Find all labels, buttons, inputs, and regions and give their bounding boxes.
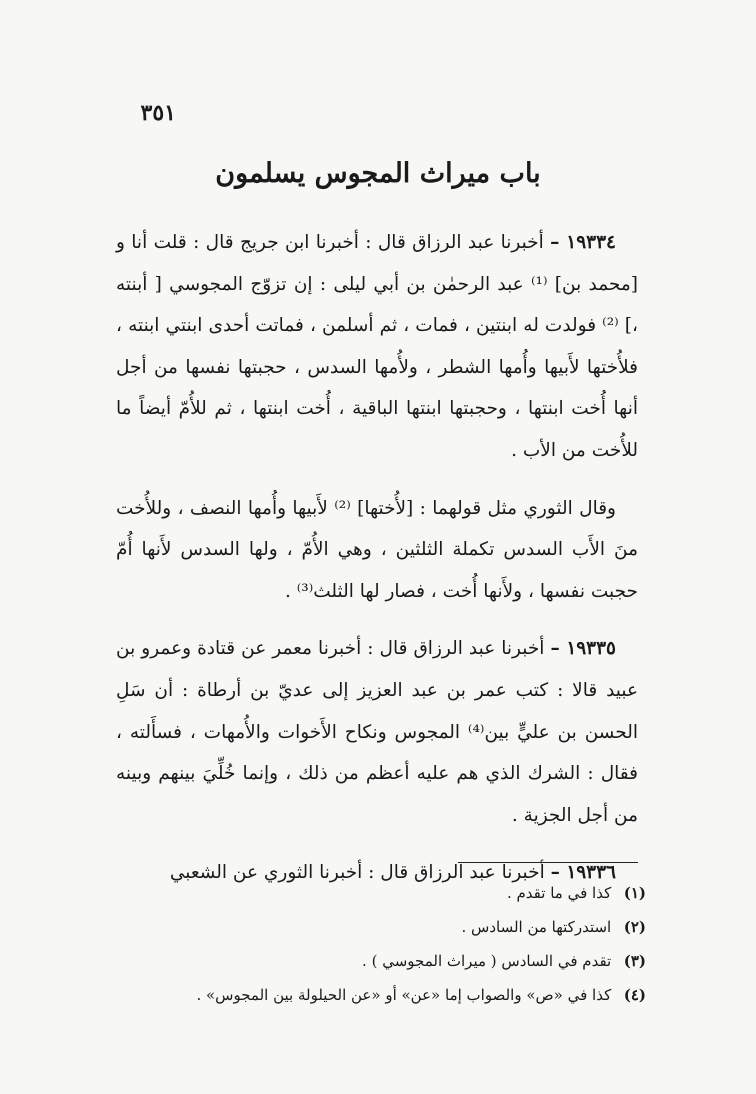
footnote-number: (١) (623, 884, 646, 902)
hadith-number: ١٩٣٣٥ – (550, 638, 616, 660)
footnote-text: تقدم في السادس ( ميراث المجوسي ) . (362, 952, 612, 970)
paragraph-text: أخبرنا عبد الرزاق قال : أخبرنا الثوري عن الشعبي (169, 862, 545, 884)
footnote-number: (٢) (623, 918, 646, 936)
hadith-paragraph (116, 222, 638, 472)
commentary-paragraph (116, 488, 638, 613)
footnote-item (106, 876, 646, 910)
footnote-item (106, 978, 646, 1012)
hadith-number: ١٩٣٣٤ – (550, 232, 616, 253)
footnote-item (106, 944, 646, 978)
footnote-number: (٤) (623, 986, 646, 1004)
footnote-divider (458, 862, 638, 863)
hadith-number: ١٩٣٣٦ – (550, 862, 616, 884)
hadith-paragraph (116, 628, 638, 836)
footnotes-list (106, 876, 646, 1012)
footnote-text: كذا في «ص» والصواب إما «عن» أو «عن الحيلولة بين المجوس» . (196, 986, 612, 1004)
paragraph-text: وقال الثوري مثل قولهما : [لأُختها] ⁽²⁾ لأَبيها وأُمها النصف ، وللأُخت منَ الأَب السدس تكملة الثلثين ، وهي الأُمّ ، ولها السدس لأَنها أُمّ حجبت نفسها ، ولأَنها أُخت ، فصار لها الثلث⁽³⁾ . (116, 497, 638, 602)
main-text (116, 222, 638, 910)
page-number: ٣٥١ (140, 100, 176, 126)
chapter-title: باب ميراث المجوس يسلمون (215, 158, 541, 189)
paragraph-text: أخبرنا عبد الرزاق قال : أخبرنا ابن جريج قال : قلت أنا و [محمد بن] ⁽¹⁾ عبد الرحمٰن بن أبي ليلى : إن تزوّج المجوسي [ أبنته ،] ⁽²⁾ فولدت له ابنتين ، فمات ، ثم أسلمن ، فماتت أحدى ابنتي ابنته ، فلأُختها لأَبيها وأُمها الشطر ، ولأُمها السدس ، حجبتها نفسها من أجل أنها أُخت ابنتها ، وحجبتها ابنتها الباقية ، أُخت ابنتها ، ثم للأُمّ أيضاً ما للأُخت من الأب . (116, 232, 638, 461)
paragraph-text: أخبرنا عبد الرزاق قال : أخبرنا معمر عن قتادة وعمرو بن عبيد قالا : كتب عمر بن عبد العزيز إلى عديّ بن أرطاة : أن سَلِ الحسن بن عليٍّ بين⁽⁴⁾ المجوس ونكاح الأَخوات والأُمهات ، فسأَلته ، فقال : الشرك الذي هم عليه أعظم من ذلك ، وإنما خُلِّيَ بينهم وبينه من أجل الجزية . (116, 638, 638, 826)
footnote-number: (٣) (623, 952, 646, 970)
footnote-text: استدركتها من السادس . (461, 918, 612, 936)
footnote-text: كذا في ما تقدم . (506, 884, 612, 902)
footnote-item (106, 910, 646, 944)
